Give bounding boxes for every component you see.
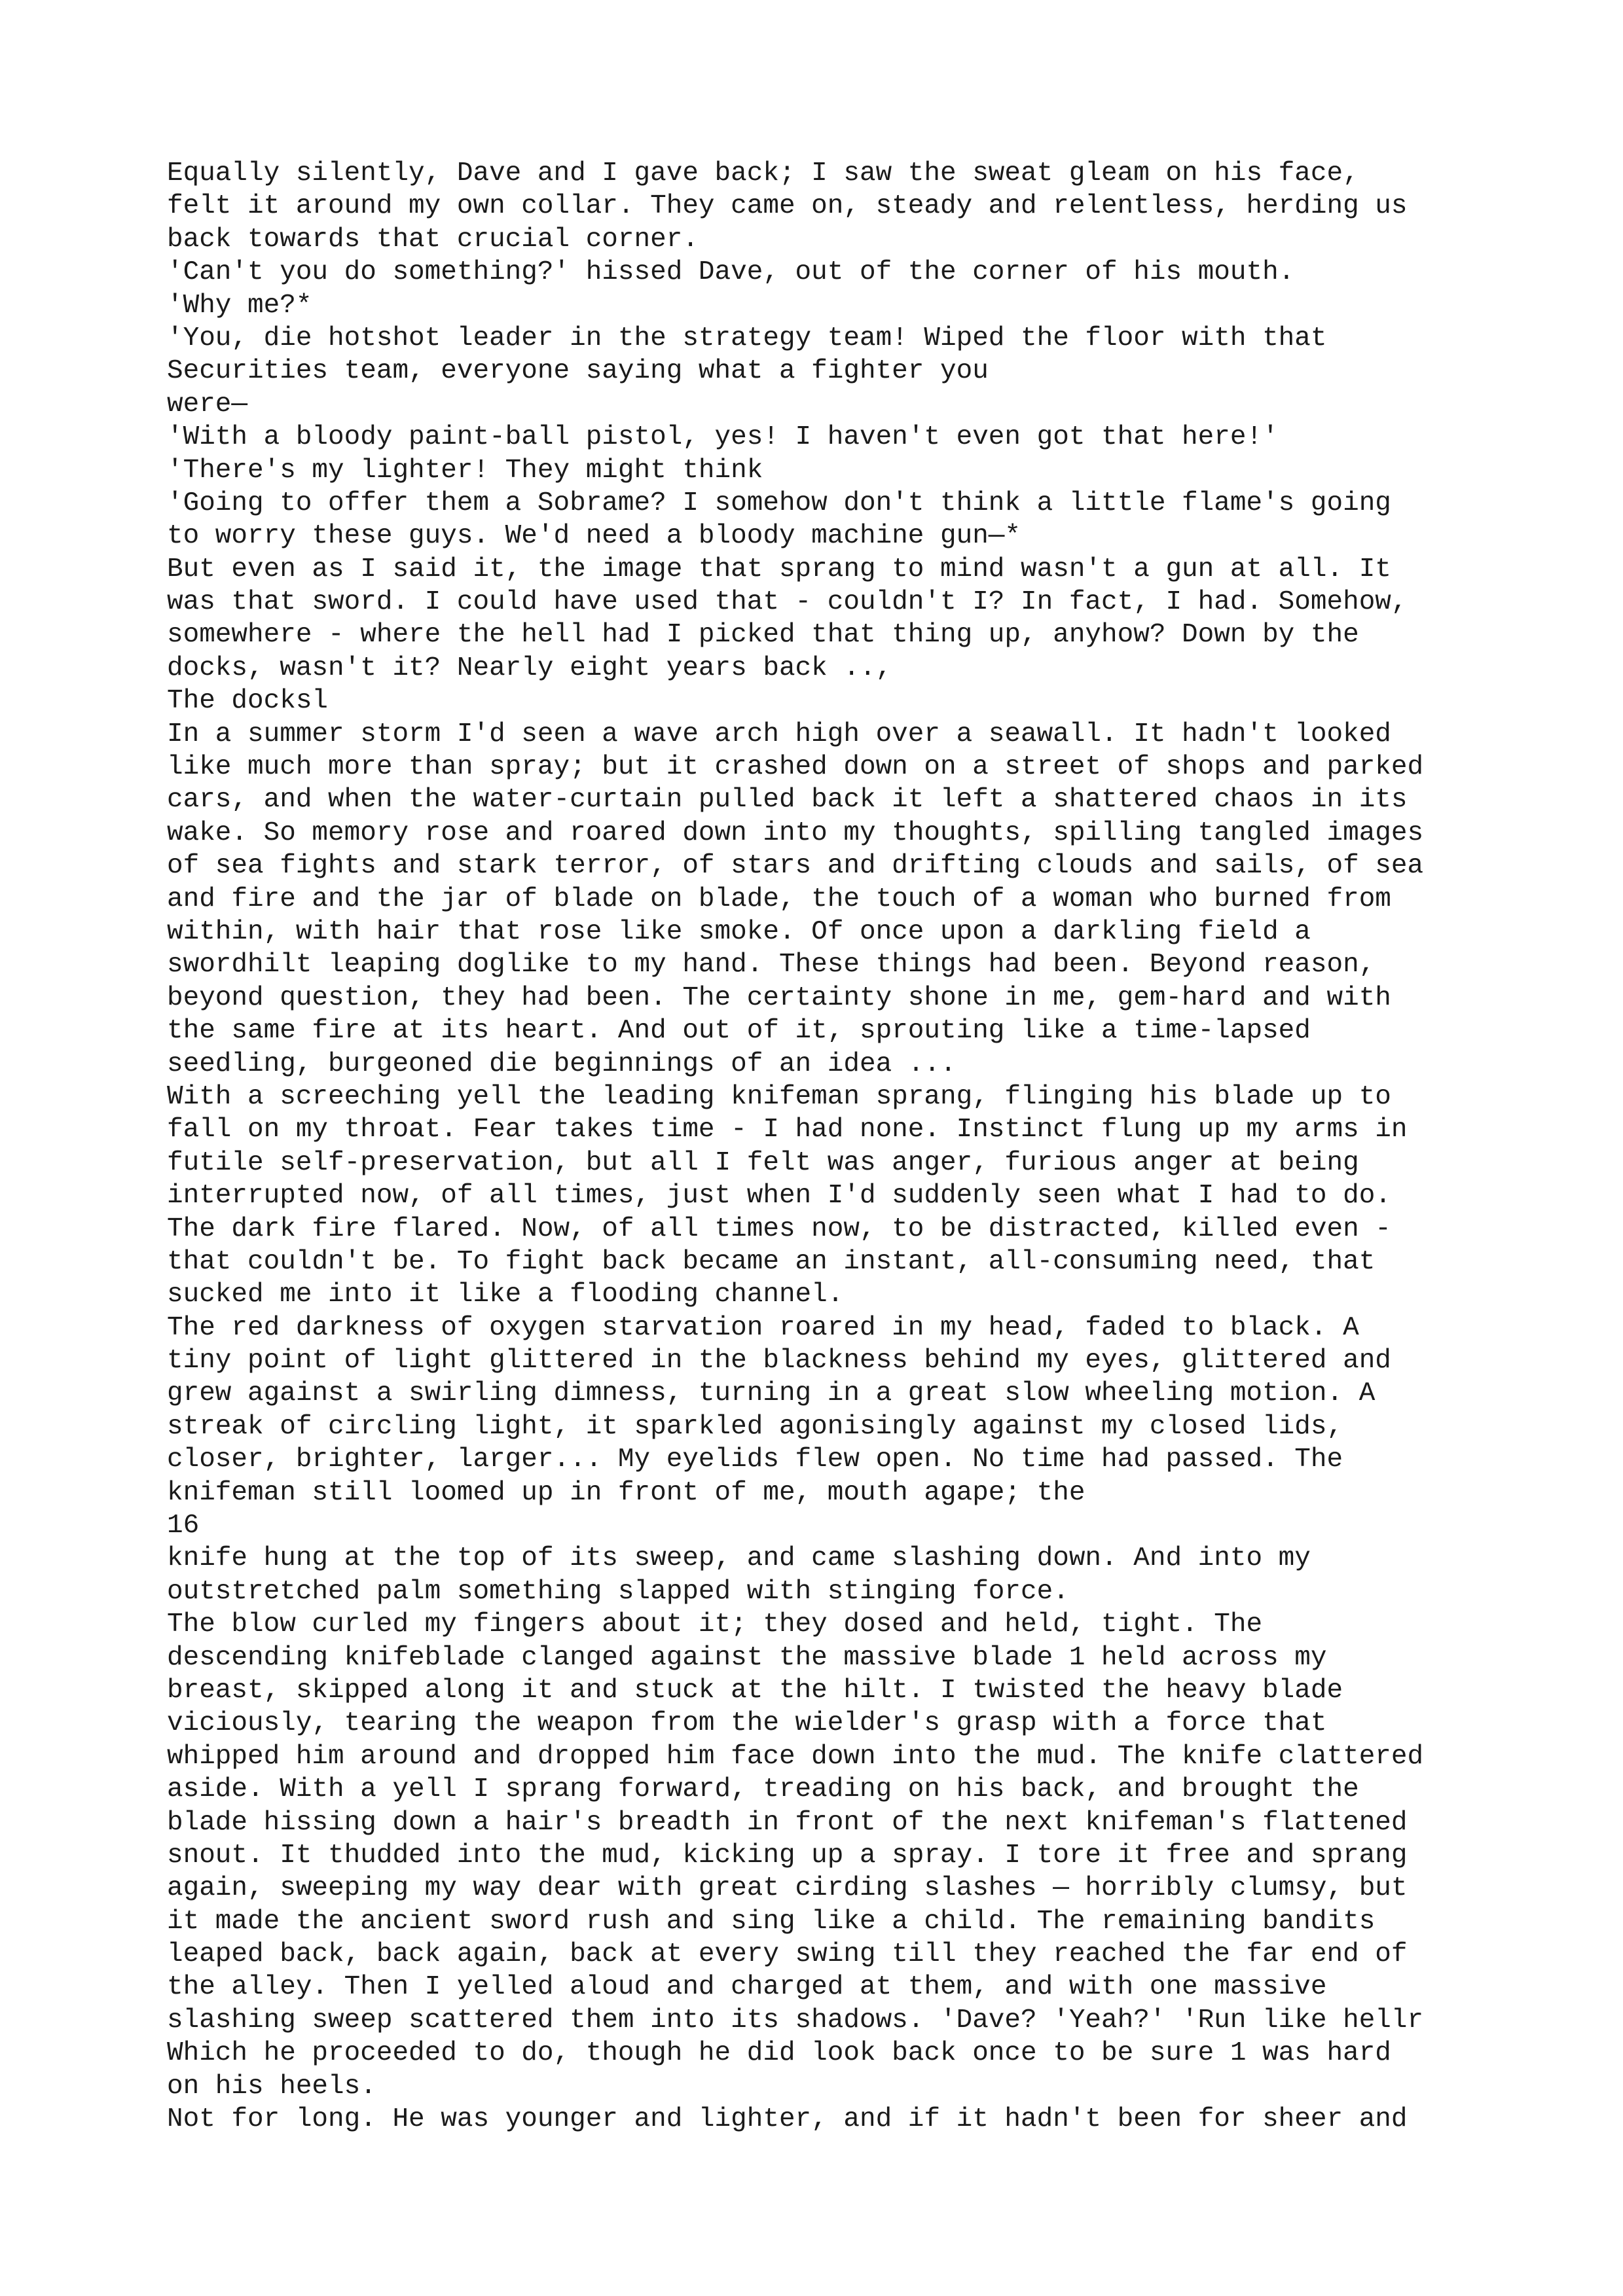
- text-line: Securities team, everyone saying what a fighter you: [167, 356, 989, 387]
- text-line: whipped him around and dropped him face down into the mud. The knife clattered: [167, 1741, 1424, 1772]
- text-line: 'Why me?*: [167, 290, 312, 321]
- text-line: seedling, burgeoned die beginnings of an idea ...: [167, 1049, 957, 1079]
- text-line: Not for long. He was younger and lighter, and if it hadn't been for sheer and: [167, 2104, 1408, 2135]
- text-line: 'You, die hotshot leader in the strategy team! Wiped the floor with that: [167, 323, 1327, 353]
- text-line: streak of circling light, it sparkled agonisingly against my closed lids,: [167, 1411, 1343, 1442]
- text-line: The red darkness of oxygen starvation roared in my head, faded to black. A: [167, 1312, 1359, 1343]
- text-line: tiny point of light glittered in the blackness behind my eyes, glittered and: [167, 1346, 1391, 1376]
- text-line: cars, and when the water-curtain pulled back it left a shattered chaos in its: [167, 785, 1408, 816]
- text-line: leaped back, back again, back at every swing till they reached the far end of: [167, 1939, 1408, 1970]
- text-line: futile self-preservation, but all I felt was anger, furious anger at being: [167, 1147, 1359, 1178]
- text-line: But even as I said it, the image that sprang to mind wasn't a gun at all. It: [167, 554, 1391, 584]
- text-line: viciously, tearing the weapon from the wielder's grasp with a force that: [167, 1708, 1327, 1739]
- text-line: it made the ancient sword rush and sing like a child. The remaining bandits: [167, 1906, 1376, 1937]
- text-line: that couldn't be. To fight back became an instant, all-consuming need, that: [167, 1246, 1376, 1277]
- text-line: beyond question, they had been. The certainty shone in me, gem-hard and with: [167, 982, 1391, 1013]
- text-line: of sea fights and stark terror, of stars and drifting clouds and sails, of sea: [167, 851, 1424, 882]
- text-line: aside. With a yell I sprang forward, treading on his back, and brought the: [167, 1774, 1359, 1805]
- text-line: 16: [167, 1511, 200, 1541]
- text-line: 'Can't you do something?' hissed Dave, out of the corner of his mouth.: [167, 257, 1295, 288]
- text-line: fall on my throat. Fear takes time - I had none. Instinct flung up my arms in: [167, 1115, 1408, 1145]
- text-line: and fire and the jar of blade on blade, the touch of a woman who burned from: [167, 884, 1391, 914]
- text-line: docks, wasn't it? Nearly eight years back ..,: [167, 653, 892, 683]
- text-line: wake. So memory rose and roared down into my thoughts, spilling tangled images: [167, 817, 1424, 848]
- text-line: Which he proceeded to do, though he did look back once to be sure 1 was hard: [167, 2038, 1391, 2069]
- text-line: the same fire at its heart. And out of it, sprouting like a time-lapsed: [167, 1016, 1311, 1047]
- text-line: outstretched palm something slapped with stinging force.: [167, 1576, 1069, 1607]
- text-line: somewhere - where the hell had I picked that thing up, anyhow? Down by the: [167, 620, 1359, 651]
- text-line: slashing sweep scattered them into its shadows. 'Dave? 'Yeah?' 'Run like hellr: [167, 2005, 1424, 2036]
- text-line: was that sword. I could have used that - couldn't I? In fact, I had. Somehow,: [167, 587, 1408, 618]
- text-line: felt it around my own collar. They came on, steady and relentless, herding us: [167, 191, 1408, 222]
- text-line: grew against a swirling dimness, turning in a great slow wheeling motion. A: [167, 1378, 1376, 1409]
- text-line: In a summer storm I'd seen a wave arch high over a seawall. It hadn't looked: [167, 719, 1391, 749]
- text-line: blade hissing down a hair's breadth in front of the next knifeman's flattened: [167, 1807, 1408, 1838]
- text-line: closer, brighter, larger... My eyelids flew open. No time had passed. The: [167, 1444, 1343, 1475]
- text-line: descending knifeblade clanged against the massive blade 1 held across my: [167, 1642, 1327, 1673]
- text-line: sucked me into it like a flooding channel.: [167, 1280, 844, 1310]
- text-line: knife hung at the top of its sweep, and came slashing down. And into my: [167, 1543, 1311, 1574]
- text-line: Equally silently, Dave and I gave back; I saw the sweat gleam on his face,: [167, 158, 1359, 188]
- text-line: within, with hair that rose like smoke. Of once upon a darkling field a: [167, 916, 1311, 947]
- text-line: snout. It thudded into the mud, kicking up a spray. I tore it free and sprang: [167, 1840, 1408, 1871]
- text-line: like much more than spray; but it crashed down on a street of shops and parked: [167, 752, 1424, 783]
- text-line: knifeman still loomed up in front of me, mouth agape; the: [167, 1477, 1085, 1508]
- text-line: breast, skipped along it and stuck at the hilt. I twisted the heavy blade: [167, 1675, 1343, 1706]
- text-line: 'Going to offer them a Sobrame? I somehow don't think a little flame's going: [167, 488, 1391, 518]
- text-line: The blow curled my fingers about it; they dosed and held, tight. The: [167, 1609, 1263, 1640]
- text-line: to worry these guys. We'd need a bloody machine gun—*: [167, 521, 1021, 552]
- text-line: were—: [167, 389, 248, 420]
- text-line: interrupted now, of all times, just when I'd suddenly seen what I had to do.: [167, 1181, 1391, 1211]
- text-line: back towards that crucial corner.: [167, 224, 699, 255]
- text-line: With a screeching yell the leading knifeman sprang, flinging his blade up to: [167, 1081, 1391, 1112]
- text-line: the alley. Then I yelled aloud and charged at them, and with one massive: [167, 1972, 1327, 2003]
- body-text: [167, 157, 1607, 2136]
- text-line: swordhilt leaping doglike to my hand. These things had been. Beyond reason,: [167, 950, 1376, 980]
- text-line: The dark fire flared. Now, of all times now, to be distracted, killed even -: [167, 1213, 1391, 1244]
- text-line: 'With a bloody paint-ball pistol, yes! I haven't even got that here!': [167, 422, 1279, 453]
- text-line: on his heels.: [167, 2071, 376, 2102]
- text-line: The docksl: [167, 686, 329, 717]
- text-line: 'There's my lighter! They might think: [167, 455, 763, 486]
- text-line: again, sweeping my way dear with great cirding slashes — horribly clumsy, but: [167, 1873, 1408, 1904]
